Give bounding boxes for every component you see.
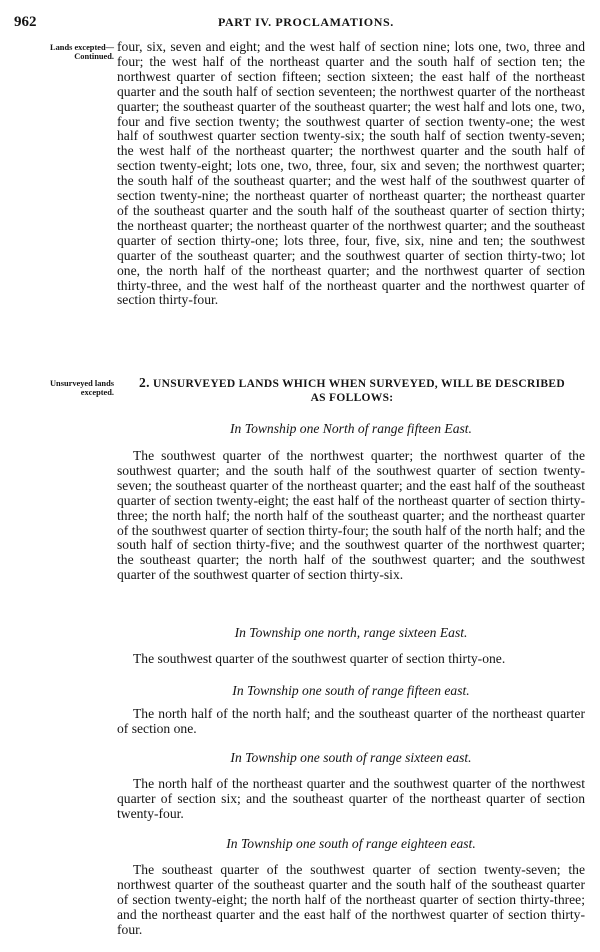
township-heading: In Township one north, range sixteen East. (234, 625, 468, 640)
margin-note-line: excepted. (80, 388, 114, 397)
township-heading: In Township one North of range fifteen East. (230, 421, 472, 436)
township-heading: In Township one south of range sixteen east. (230, 750, 472, 765)
township-heading: In Township one south of range eighteen east. (226, 836, 476, 851)
margin-note-line: Continued. (74, 52, 114, 61)
section-1-continued-text: four, six, seven and eight; and the west half of section nine; lots one, two, three and four; the west half of the northeast quarter and the south half of section ten; the northwest quarter of section fifteen; section sixteen; the east half of the northeast quarter and the south half of section seventeen; the northwest quarter of the northeast quarter; the southeast quarter of the southeast quarter; the west half and lots one, two, four and five section twenty; the southwest quarter of section twenty-one; the west half of southwest quarter section twenty-six; the south half of section twenty-seven; the west half of the northeast quarter; the northwest quarter and the south half of section twenty-eight; lots one, two, three, four, six and seven; the northwest quarter; the south half of the southeast quarter; and the west half of the southwest quarter of section twenty-nine; the northeast quarter of northeast quarter; the northeast quarter of the southeast quarter and the south half of the southeast quarter of section thirty; the northeast quarter; the northeast quarter of the northwest quarter; and the southeast quarter of section thirty-one; lots three, four, five, six, nine and ten; the southwest quarter of the southeast quarter; and the southwest quarter of section thirty-two; lot one, the north half of the northeast quarter; and the northwest quarter of section thirty-three, and the west half of the northeast quarter and the northwest quarter of section thirty-four. (117, 39, 585, 308)
section-2-heading (117, 376, 587, 405)
township-paragraph: The southwest quarter of the southwest quarter of section thirty-one. (133, 651, 506, 666)
township-paragraph: The southeast quarter of the southwest quarter of section twenty-seven; the northwest quarter of the southeast quarter and the south half of the southeast quarter of section twenty-eight; the north half of the northeast quarter of section thirty-three; and the northeast quarter and the east half of the northwest quarter of section thirty-four. (117, 862, 585, 937)
page-header (0, 14, 600, 32)
section-heading-text: UNSURVEYED LANDS WHICH WHEN SURVEYED, WILL BE DESCRIBED (153, 378, 565, 390)
margin-note-unsurveyed-lands (10, 379, 114, 397)
running-head: PART IV. PROCLAMATIONS. (218, 15, 394, 29)
section-number: 2. (139, 375, 150, 390)
township-paragraph: The north half of the north half; and the southeast quarter of the northeast quarter of section one. (117, 706, 585, 736)
section-2-heading-line2: AS FOLLOWS: (310, 392, 394, 404)
township-heading: In Township one south of range fifteen east. (232, 683, 470, 698)
township-paragraph: The north half of the northeast quarter and the southwest quarter of the northwest quarter of section six; and the southeast quarter of the northeast quarter of section twenty-four. (117, 776, 585, 821)
margin-note-line: Lands excepted— (50, 43, 114, 52)
margin-note-line: Unsurveyed lands (50, 379, 114, 388)
section-2-heading-line1 (117, 376, 587, 391)
page-number: 962 (14, 14, 37, 30)
margin-note-lands-excepted (10, 43, 114, 61)
township-paragraph: The southwest quarter of the northwest quarter; the northwest quarter of the southwest quarter; and the south half of the southwest quarter of section twenty-seven; the southeast quarter of the northeast quarter; and the east half of the southeast quarter of section twenty-eight; the east half of the northeast quarter of section thirty-three; the north half; the north half of the southeast quarter; and the northeast quarter of the southwest quarter of section thirty-four; the south half of the north half; and the south half of section thirty-five; and the southwest quarter of the northwest quarter; the southeast quarter; the north half of the southwest quarter; and the southwest quarter of the southwest quarter of section thirty-six. (117, 448, 585, 583)
